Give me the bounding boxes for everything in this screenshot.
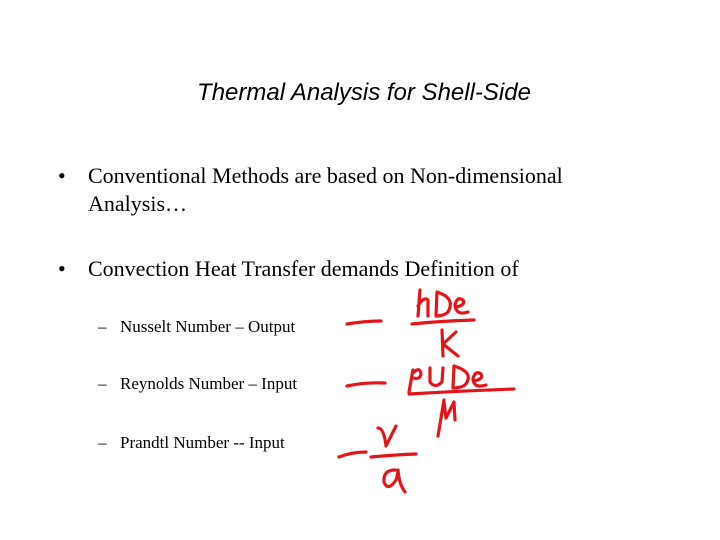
nusselt-dash-stroke [347,321,381,324]
prandtl-formula-ink [339,426,416,492]
sub-item-marker: – [98,374,107,393]
ink-h [418,290,428,316]
ink-rho [409,370,421,392]
slide-title: Thermal Analysis for Shell-Side [197,79,531,106]
ink-alpha [384,470,405,492]
bullet-marker: • [58,163,66,188]
ink-k [442,330,458,356]
reynolds-dash-stroke [347,383,385,386]
sub-item-label: Nusselt Number – Output [120,317,296,336]
ink-e [455,299,468,313]
ink-nu [378,426,396,446]
sub-item-label: Prandtl Number -- Input [120,433,285,452]
prandtl-dash-stroke [339,452,366,457]
bullet-text-line-2: Analysis… [88,191,187,216]
bullet-conventional-methods [58,162,678,222]
ink-D-2 [453,366,468,388]
bullet-text: Convection Heat Transfer demands Definition of [88,256,519,281]
bullet-text-line-1: Conventional Methods are based on Non-dimensional [88,163,563,188]
reynolds-fraction-bar [409,389,514,394]
nusselt-formula-ink [347,290,474,356]
sub-item-marker: – [98,317,107,336]
ink-D [436,292,450,316]
ink-mu [438,400,455,436]
sub-item-label: Reynolds Number – Input [120,374,298,393]
ink-U [430,368,443,386]
nusselt-fraction-bar [412,320,474,324]
reynolds-formula-ink [347,366,514,436]
prandtl-fraction-bar [371,454,416,457]
sub-item-marker: – [98,433,107,452]
bullet-convection-heat-transfer [58,255,678,285]
ink-e-2 [473,373,486,386]
bullet-marker: • [58,256,66,281]
